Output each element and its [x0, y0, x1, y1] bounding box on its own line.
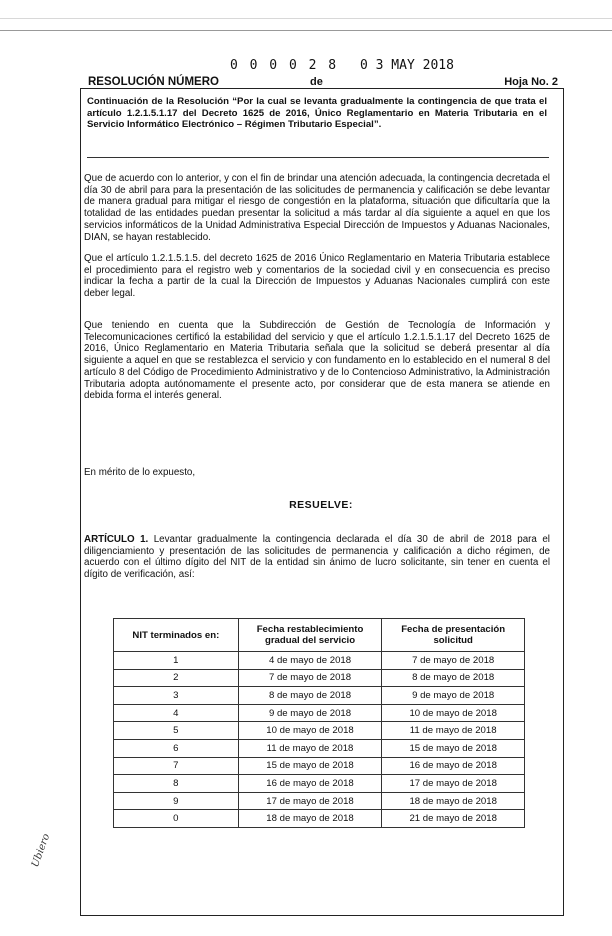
cell: 16 de mayo de 2018 — [382, 757, 525, 775]
table-row — [114, 792, 525, 810]
table-row — [114, 704, 525, 722]
cell: 4 — [114, 704, 239, 722]
cell: 0 — [114, 810, 239, 828]
resuelve-heading — [0, 499, 612, 511]
paragraph: Que de acuerdo con lo anterior, y con el fin de brindar una atención adecuada, la contingencia decretada el día 30 de abril para para la presentación de las solicitudes de permanencia y calificación se debe levantar de manera gradual para mitigar el riesgo de congestión en la plataforma, situación que dificultaría que la totalidad de las entidades puedan presentar la solicitud a más tardar al día siguiente a aquel en que los servicios informáticos de la Unidad Administrativa Especial Dirección de Impuestos y Aduanas Nacionales, DIAN, se hayan restablecido. — [84, 173, 550, 243]
cell: 1 — [114, 652, 239, 670]
cell: 18 de mayo de 2018 — [382, 792, 525, 810]
cell: 17 de mayo de 2018 — [382, 775, 525, 793]
table-row — [114, 775, 525, 793]
paragraph: Que el artículo 1.2.1.5.1.5. del decreto 1625 de 2016 Único Reglamentario en Materia Tributaria establece el procedimiento para el registro web y comentarios de la sociedad civil y en consecuencia es preciso indicar la fecha a partir de la cual la Dirección de Impuestos y Aduanas Nacionales cumplirá con este deber legal. — [84, 253, 550, 300]
table-header-row — [114, 619, 525, 652]
cell: 7 de mayo de 2018 — [238, 669, 382, 687]
top-rule — [0, 18, 612, 19]
cell: 9 — [114, 792, 239, 810]
margin-initials: Ubiero — [30, 832, 53, 869]
paragraph: Que teniendo en cuenta que la Subdirección de Gestión de Tecnología de Información y Telecomunicaciones certificó la estabilidad del servicio y que el artículo 1.2.1.5.1.17 del Decreto 1625 de 2016, Único Reglamentario en Materia Tributaria señala que la solicitud se deberá presentar al día siguiente a aquel en que se restablezca el servicio y con fundamento en lo establecido en el numeral 8 del artículo 8 del Código de Procedimiento Administrativo y de lo Contencioso Administrativo, la Administración Tributaria adopta autónomamente el presente acto, por considerar que de esta manera se atiende en debida forma el interés general. — [84, 320, 550, 402]
header-rule — [0, 30, 612, 31]
table-row — [114, 687, 525, 705]
resolution-header — [88, 58, 558, 88]
cell: 9 de mayo de 2018 — [382, 687, 525, 705]
cell: 15 de mayo de 2018 — [238, 757, 382, 775]
table-row — [114, 652, 525, 670]
resolution-label: RESOLUCIÓN NÚMERO — [88, 76, 219, 88]
continuation-title: Continuación de la Resolución “Por la cual se levanta gradualmente la contingencia de que trata el artículo 1.2.1.5.1.17 del Decreto 1625 de 2016, Único Reglamentario en Materia Tributaria en el Servicio Informático Electrónico – Régimen Tributario Especial”. — [87, 96, 547, 130]
nit-schedule-table — [113, 618, 525, 828]
header-nit: NIT terminados en: — [114, 619, 239, 652]
resolution-number: 0 0 0 0 2 8 — [230, 58, 339, 73]
cell: 8 de mayo de 2018 — [238, 687, 382, 705]
cell: 7 — [114, 757, 239, 775]
cell: 21 de mayo de 2018 — [382, 810, 525, 828]
cell: 2 — [114, 669, 239, 687]
resolution-date: 0 3 MAY 2018 — [360, 58, 454, 73]
cell: 9 de mayo de 2018 — [238, 704, 382, 722]
article-text: Levantar gradualmente la contingencia declarada el día 30 de abril de 2018 para el diligenciamiento y presentación de las solicitudes de permanencia y calificación a dicho régimen, de acuerdo con el último dígito del NIT de la entidad sin ánimo de lucro solicitante, sin tener en cuenta el dígito de verificación, así: — [84, 534, 550, 581]
page-number: Hoja No. 2 — [504, 76, 558, 88]
cell: 3 — [114, 687, 239, 705]
date-connector: de — [310, 76, 323, 88]
cell: 10 de mayo de 2018 — [238, 722, 382, 740]
header-submission-date: Fecha de presentación solicitud — [382, 619, 525, 652]
article-1 — [84, 534, 550, 581]
cell: 15 de mayo de 2018 — [382, 739, 525, 757]
cell: 11 de mayo de 2018 — [238, 739, 382, 757]
cell: 18 de mayo de 2018 — [238, 810, 382, 828]
table-row — [114, 722, 525, 740]
table-row — [114, 739, 525, 757]
table-row — [114, 810, 525, 828]
cell: 17 de mayo de 2018 — [238, 792, 382, 810]
paragraph: En mérito de lo expuesto, — [84, 467, 196, 478]
cell: 6 — [114, 739, 239, 757]
table-row — [114, 669, 525, 687]
header-restore-date: Fecha restablecimiento gradual del servicio — [238, 619, 382, 652]
cell: 16 de mayo de 2018 — [238, 775, 382, 793]
cell: 5 — [114, 722, 239, 740]
cell: 7 de mayo de 2018 — [382, 652, 525, 670]
cell: 8 — [114, 775, 239, 793]
article-title: ARTÍCULO 1. — [84, 534, 149, 545]
title-divider — [87, 157, 549, 158]
cell: 10 de mayo de 2018 — [382, 704, 525, 722]
cell: 8 de mayo de 2018 — [382, 669, 525, 687]
cell: 4 de mayo de 2018 — [238, 652, 382, 670]
cell: 11 de mayo de 2018 — [382, 722, 525, 740]
resuelve-text: RESUELVE: — [289, 499, 353, 511]
table-row — [114, 757, 525, 775]
